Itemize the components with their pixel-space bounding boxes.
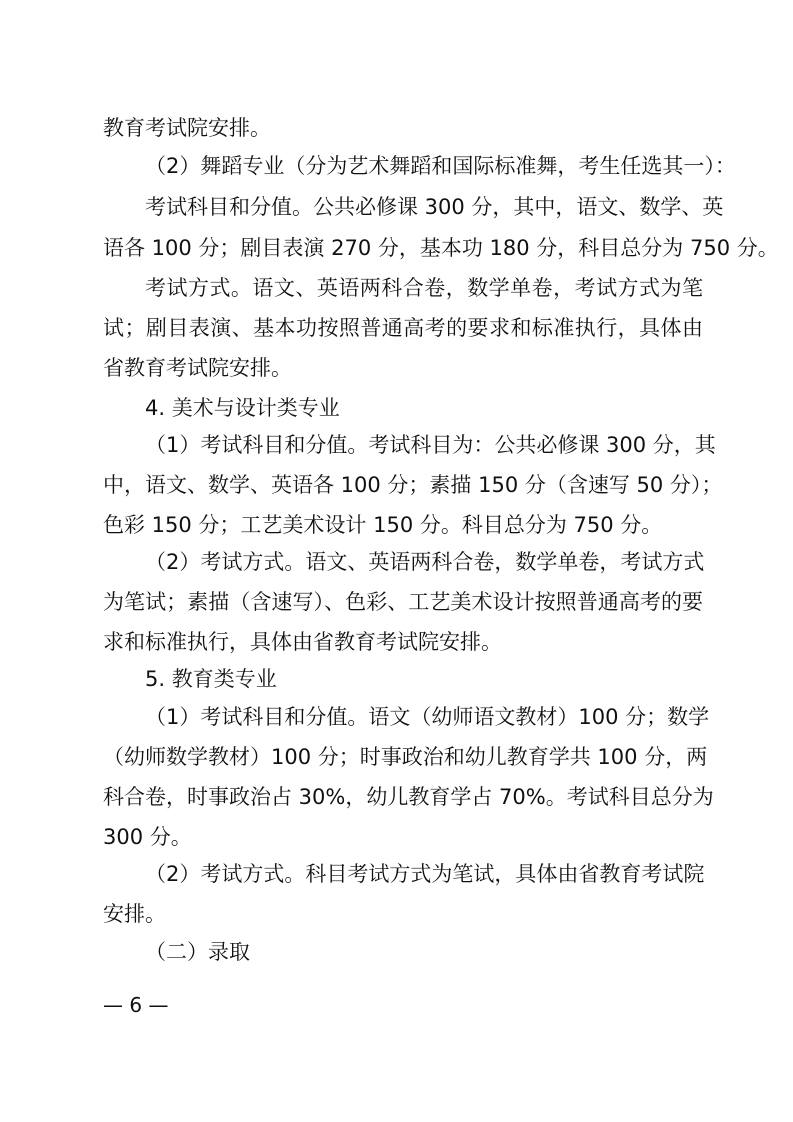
paragraph-line: 科合卷，时事政治占 30%，幼儿教育学占 70%。考试科目总分为 <box>103 785 714 809</box>
paragraph-line: 色彩 150 分；工艺美术设计 150 分。科目总分为 750 分。 <box>103 513 663 537</box>
paragraph-line: （2）考试方式。语文、英语两科合卷，数学单卷，考试方式 <box>145 550 705 574</box>
paragraph-line: 试；剧目表演、基本功按照普通高考的要求和标准执行，具体由 <box>103 316 703 340</box>
paragraph-line: 求和标准执行，具体由省教育考试院安排。 <box>103 630 502 654</box>
paragraph-line: 考试科目和分值。公共必修课 300 分，其中，语文、数学、英 <box>145 195 724 219</box>
page-number: — 6 — <box>103 993 169 1017</box>
paragraph-line: 考试方式。语文、英语两科合卷，数学单卷，考试方式为笔 <box>145 276 703 300</box>
section-heading: 5. 教育类专业 <box>145 667 277 691</box>
paragraph-line: 语各 100 分；剧目表演 270 分，基本功 180 分，科目总分为 750 分。 <box>103 236 779 260</box>
section-heading: 4. 美术与设计类专业 <box>145 396 340 420</box>
paragraph-line: 省教育考试院安排。 <box>103 356 292 380</box>
paragraph-line: （幼师数学教材）100 分；时事政治和幼儿教育学共 100 分，两 <box>103 745 708 769</box>
paragraph-line: （1）考试科目和分值。语文（幼师语文教材）100 分；数学 <box>145 705 710 729</box>
paragraph-line: 300 分。 <box>103 825 192 849</box>
paragraph-line: （1）考试科目和分值。考试科目为：公共必修课 300 分，其 <box>145 433 716 457</box>
paragraph-line: （2）舞蹈专业（分为艺术舞蹈和国际标准舞，考生任选其一）： <box>145 154 736 178</box>
section-heading: （二）录取 <box>145 940 250 964</box>
paragraph-line: 中，语文、数学、英语各 100 分；素描 150 分（含速写 50 分）； <box>103 473 723 497</box>
paragraph-line: 教育考试院安排。 <box>103 116 271 140</box>
paragraph-line: 为笔试；素描（含速写）、色彩、工艺美术设计按照普通高考的要 <box>103 590 703 614</box>
paragraph-line: 安排。 <box>103 902 166 926</box>
paragraph-line: （2）考试方式。科目考试方式为笔试，具体由省教育考试院 <box>145 862 705 886</box>
